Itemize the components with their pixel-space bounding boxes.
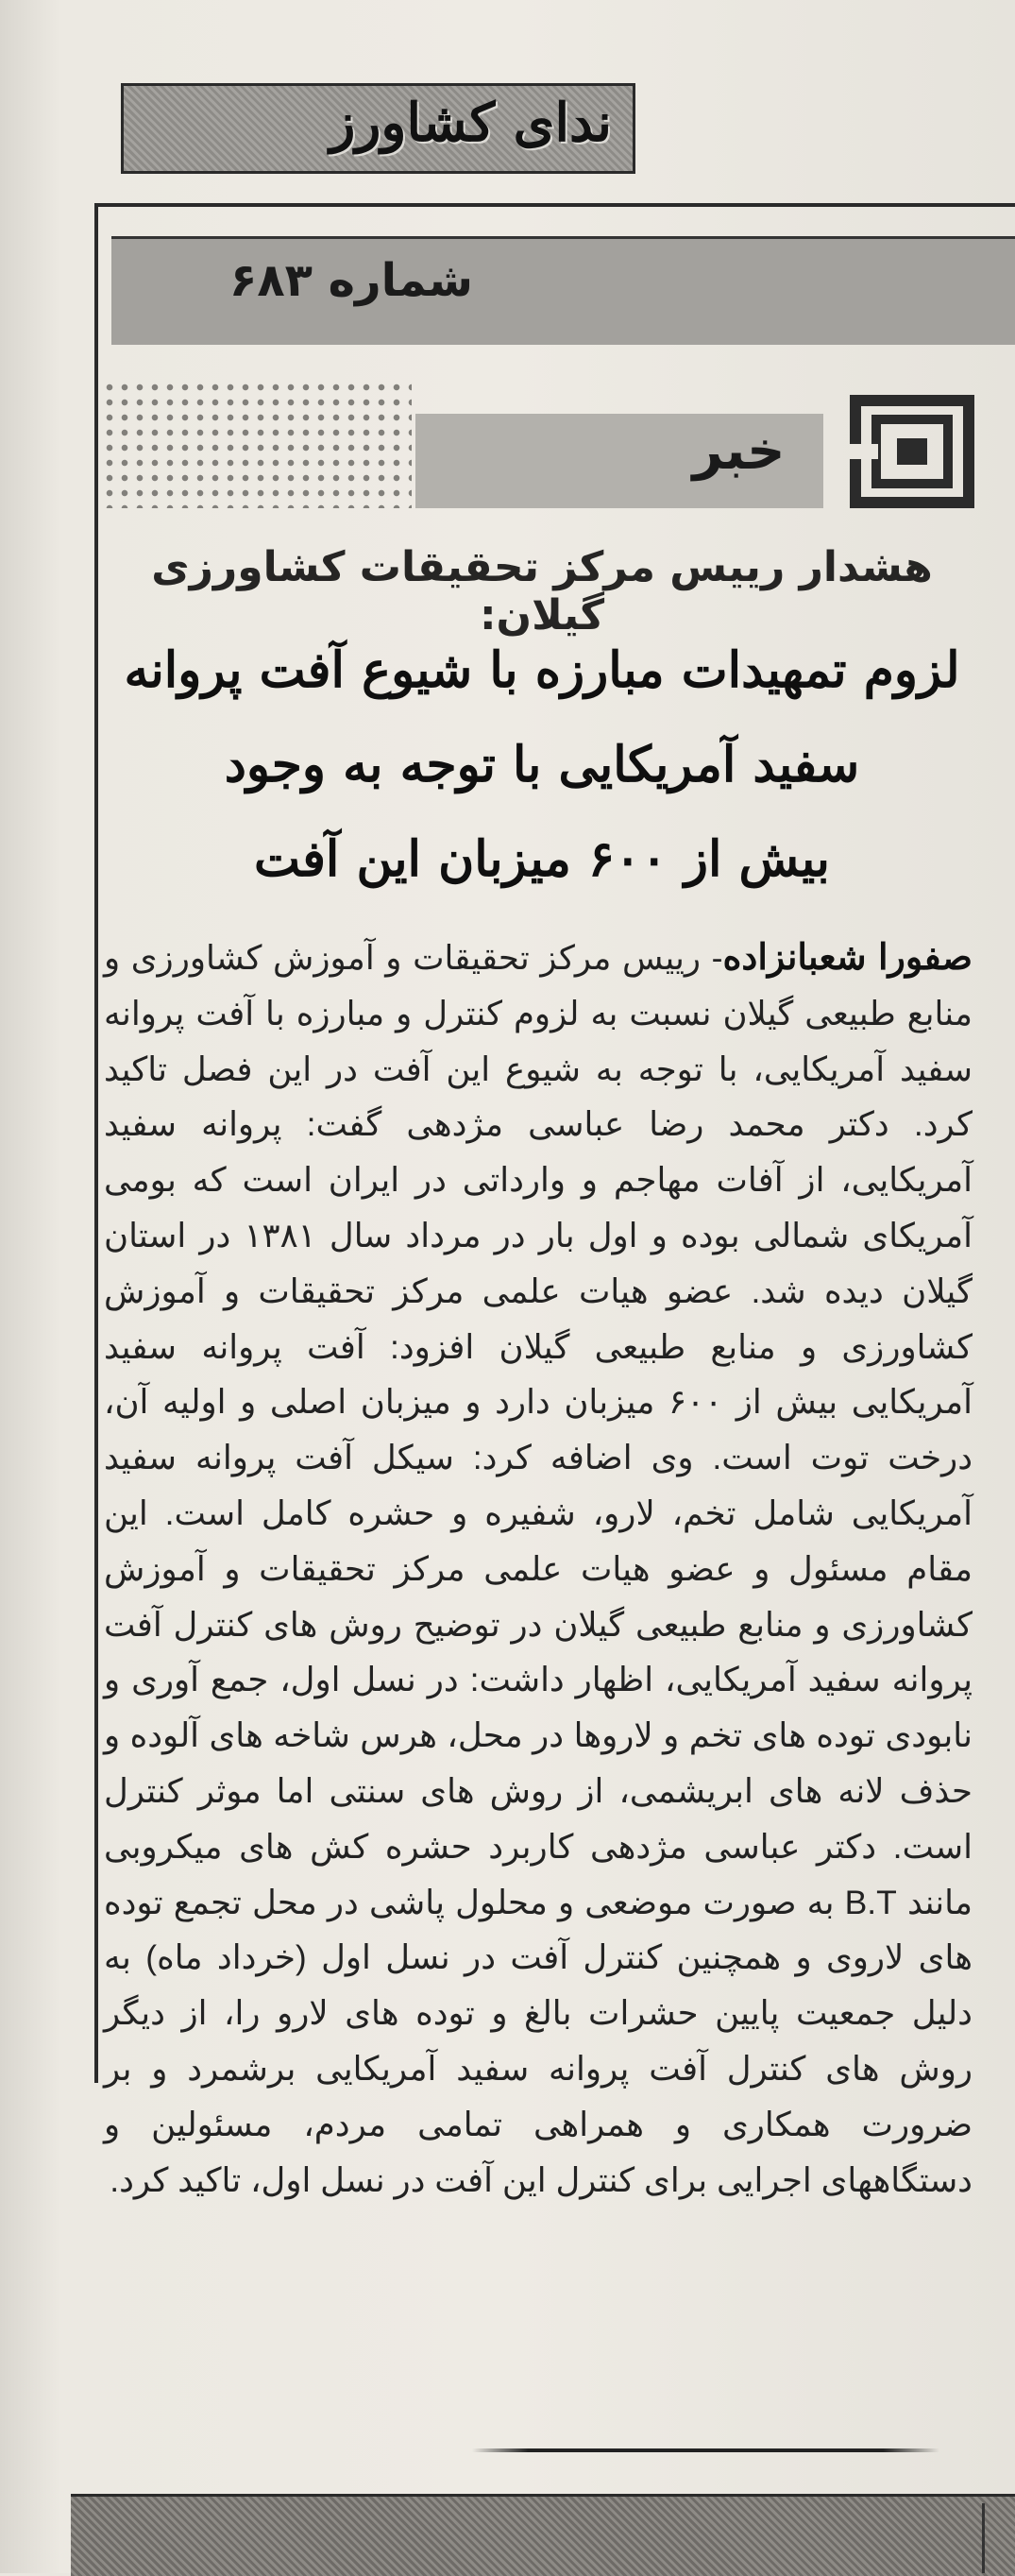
headline-line-1: لزوم تمهیدات مبارزه با شیوع آفت پروانه — [124, 641, 960, 699]
masthead — [121, 83, 635, 174]
article-byline: صفورا شعبانزاده — [722, 938, 973, 978]
frame-left-rule — [94, 203, 98, 2083]
headline-line-3: بیش از ۶۰۰ میزبان این آفت — [254, 830, 830, 888]
bottom-right-rule — [982, 2503, 985, 2573]
end-rule — [472, 2448, 939, 2452]
article-body — [104, 930, 973, 2208]
article-headline — [111, 623, 973, 907]
section-dot-pattern — [102, 380, 412, 508]
issue-number: شماره ۶۸۳ — [229, 254, 473, 307]
article-body-text: - رییس مرکز تحقیقات و آموزش کشاورزی و منابع طبیعی گیلان نسبت به لزوم کنترل و مبارزه با آفت پروانه سفید آمریکایی، با توجه به شیوع این آفت در این فصل تاکید کرد. دکتر محمد رضا عباسی مژدهی گفت: پروانه سفید آمریکایی، از آفات مهاجم و وارداتی در ایران است که بومی آمریکای شمالی بوده و اول بار در مرداد سال ۱۳۸۱ در استان گیلان دیده شد. عضو هیات علمی مرکز تحقیقات و آموزش کشاورزی و منابع طبیعی گیلان افزود: آفت پروانه سفید آمریکایی بیش از ۶۰۰ میزبان دارد و میزبان اصلی و اولیه آن، درخت توت است. وی اضافه کرد: سیکل آفت پروانه سفید آمریکایی شامل تخم، لارو، شفیره و حشره کامل است. این مقام مسئول و عضو هیات علمی مرکز تحقیقات و آموزش کشاورزی و منابع طبیعی گیلان در توضیح روش های کنترل آفت پروانه سفید آمریکایی، اظهار داشت: در نسل اول، جمع آوری و نابودی توده های تخم و لاروها در محل، هرس شاخه های آلوده و حذف لانه های ابریشمی، از روش های سنتی اما موثر کنترل است. دکتر عباسی مژدهی کاربرد حشره کش های میکروبی مانند B.T به صورت موضعی و محلول پاشی در محل تجمع توده های لاروی و همچنین کنترل آفت در نسل اول (خرداد ماه) به دلیل جمعیت پایین حشرات بالغ و توده های لارو را، از دیگر روش های کنترل آفت پروانه سفید آمریکایی برشمرد و بر ضرورت همکاری و همراهی تمامی مردم، مسئولین و دستگاههای اجرایی برای کنترل این آفت در نسل اول، تاکید کرد. — [104, 939, 973, 2199]
frame-top-rule — [94, 203, 1015, 207]
masthead-title: ندای کشاورز — [330, 92, 612, 154]
bottom-bar — [71, 2494, 1015, 2576]
section-label: خبر — [692, 420, 786, 482]
article-kicker: هشدار رییس مرکز تحقیقات کشاورزی گیلان: — [151, 543, 933, 640]
news-logo-icon — [850, 395, 974, 508]
issue-bar — [111, 236, 1015, 345]
headline-line-2: سفید آمریکایی با توجه به وجود — [224, 736, 860, 793]
